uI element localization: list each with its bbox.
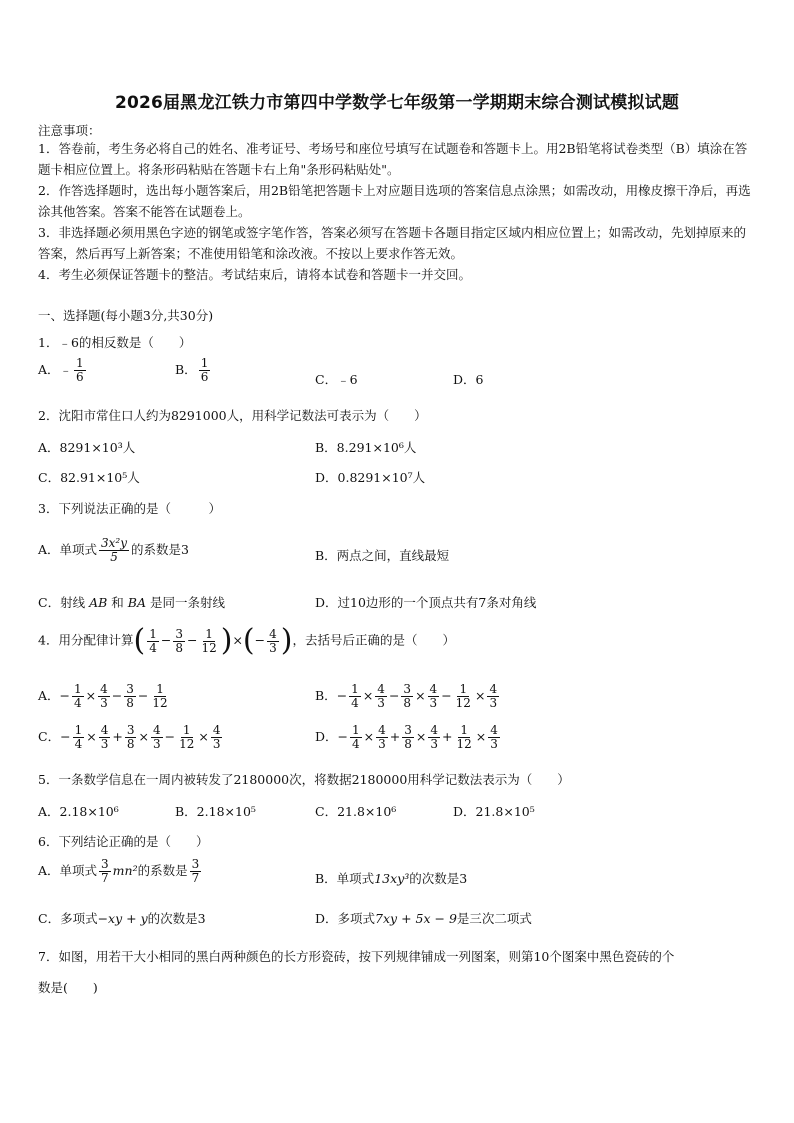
q1-b-num: 1	[200, 356, 209, 370]
q6-c-pre: C．多项式	[38, 911, 98, 926]
q4-d-d4: 3	[430, 737, 439, 751]
notice-item-2: 2．作答选择题时，选出每小题答案后，用2B铅笔把答题卡上对应题目选项的答案信息点涂黑；如需改动，用橡皮擦干净后，再选涂其他答案。答案不能答在试题卷上。	[38, 183, 751, 219]
q7-stem-line-1: 7．如图，用若干大小相同的黑白两种颜色的长方形瓷砖，按下列规律铺成一列图案，则第10个图案中黑色瓷砖的个	[38, 949, 675, 964]
q3-a-pre: A．单项式	[38, 542, 98, 557]
q4-a-n3: 3	[126, 682, 134, 696]
q4-frac-3	[199, 628, 218, 655]
q4-b-d6: 3	[489, 696, 498, 710]
q6-a-pre: A．单项式	[38, 863, 98, 878]
q4-d-d2: 3	[378, 737, 386, 751]
q4-c-d3: 8	[126, 737, 135, 751]
notice-item-3: 3．非选择题必须用黑色字迹的钢笔或签字笔作答，答案必须写在答题卡各题目指定区域内相应位置上；如需改动，先划掉原来的答案，然后再写上新答案；不准使用铅笔和涂改液。不按以上要求作答无效。	[38, 225, 746, 261]
q3-option-a[interactable]	[38, 537, 189, 564]
q3-option-d[interactable]: D．过10边形的一个顶点共有7条对角线	[315, 595, 537, 610]
q6-a-var: mn²	[112, 863, 138, 878]
q4-c-n3: 3	[126, 723, 135, 737]
q3-option-b[interactable]: B．两点之间，直线最短	[315, 548, 450, 563]
q4-d-frac	[455, 724, 474, 751]
q4-c-d6: 3	[212, 737, 221, 751]
q4-b-n2: 4	[377, 682, 385, 696]
q1-a-num: 1	[76, 356, 84, 370]
q4-a-label: A．	[38, 688, 60, 703]
q6-a-num: 3	[101, 857, 109, 871]
q4-d-d1: 4	[352, 737, 360, 751]
q4-f4-den: 3	[269, 640, 277, 655]
q4-a-d1: 4	[74, 696, 82, 710]
q4-c-frac	[99, 724, 111, 751]
q1-option-a[interactable]	[38, 357, 88, 384]
q4-d-d6: 3	[490, 737, 498, 751]
q6-option-a[interactable]	[38, 858, 203, 885]
q4-b-d5: 12	[455, 696, 471, 710]
q4-f4-num: 4	[269, 626, 277, 641]
q3-c-mid: 和	[111, 595, 124, 610]
q4-d-n6: 4	[490, 723, 498, 737]
q4-a-d2: 3	[100, 696, 108, 710]
q6-d-expr: 7xy + 5x − 9	[375, 911, 457, 926]
q2-option-c[interactable]: C．82.91×10⁵人	[38, 470, 140, 485]
q4-c-frac	[73, 724, 85, 751]
q4-close-paren-icon: )	[220, 623, 233, 658]
q5-option-d[interactable]: D．21.8×10⁵	[453, 804, 535, 819]
q5-stem: 5．一条数学信息在一周内被转发了2180000次，将数据2180000用科学记数法表示为（ ）	[38, 772, 570, 787]
q4-d-frac	[350, 724, 362, 751]
q4-a-frac	[124, 683, 136, 710]
q4-a-n1: 1	[74, 682, 82, 696]
q6-a-rden: 7	[191, 871, 200, 885]
q3-a-fraction	[99, 537, 129, 564]
q1-option-c[interactable]: C．﹣6	[315, 372, 358, 387]
q1-option-d[interactable]: D．6	[453, 372, 484, 387]
q3-c-ray-ab: AB	[89, 595, 108, 610]
q3-option-c[interactable]	[38, 593, 225, 611]
q4-c-d5: 12	[179, 737, 195, 751]
q4-b-frac	[375, 683, 387, 710]
q4-stem-post: ，去括号后正确的是（ ）	[292, 632, 455, 648]
q4-c-d2: 3	[100, 737, 109, 751]
q3-a-num: 3x²y	[101, 536, 128, 550]
q4-d-n3: 3	[404, 723, 412, 737]
q4-frac-2	[173, 628, 185, 655]
q4-c-frac	[151, 724, 163, 751]
q4-d-n2: 4	[378, 723, 386, 737]
q4-f3-den: 12	[201, 640, 217, 655]
q7-stem-line-2: 数是( )	[38, 980, 98, 995]
q4-a-frac	[72, 683, 84, 710]
notice-item-4: 4．考生必须保证答题卡的整洁。考试结束后，请将本试卷和答题卡一并交回。	[38, 267, 471, 282]
q4-b-n6: 4	[489, 682, 498, 696]
q2-stem: 2．沈阳市常住口人约为8291000人，用科学记数法可表示为（ ）	[38, 408, 427, 423]
q4-frac-1	[147, 628, 159, 655]
q4-d-frac	[376, 724, 388, 751]
q4-close-paren-2-icon: )	[280, 623, 293, 658]
q4-a-n4: 1	[156, 682, 164, 696]
section-heading: 一、选择题(每小题3分,共30分)	[38, 308, 214, 323]
q4-b-frac	[487, 683, 499, 710]
q4-b-d2: 3	[377, 696, 385, 710]
q4-d-n4: 4	[430, 723, 439, 737]
q6-b-pre: B．单项式	[315, 871, 375, 886]
q6-c-expr: −xy + y	[97, 911, 148, 926]
q3-c-pre: C．射线	[38, 595, 86, 610]
q6-a-rnum: 3	[191, 857, 200, 871]
q4-frac-4	[267, 628, 279, 655]
q4-b-n5: 1	[459, 682, 468, 696]
q4-c-n1: 1	[74, 723, 83, 737]
q3-stem: 3．下列说法正确的是（ ）	[38, 501, 221, 516]
q4-option-c[interactable]: C．− $\frac{1}{4}$ × $\frac{4}{3}$ + $\frac{3}{8}$ × $\frac{4}{3}$ − $\frac{1}{12}$ × $\frac{4}{3}$	[38, 723, 221, 751]
q4-a-frac	[98, 683, 110, 710]
q4-d-n1: 1	[352, 723, 360, 737]
q4-c-n5: 1	[182, 723, 191, 737]
q1-a-den: 6	[76, 370, 84, 384]
q4-a-d3: 8	[126, 696, 134, 710]
q6-d-post: 是三次二项式	[456, 911, 532, 926]
q4-option-d[interactable]: D．− $\frac{1}{4}$ × $\frac{4}{3}$ + $\frac{3}{8}$ × $\frac{4}{3}$ + $\frac{1}{12}$ × $\frac{4}{3}$	[315, 723, 498, 751]
q4-b-frac	[349, 683, 361, 710]
q4-f3-num: 1	[205, 626, 213, 641]
q2-option-a[interactable]: A．8291×10³人	[38, 440, 136, 455]
q4-d-label: D．	[315, 729, 338, 744]
q4-b-n3: 3	[403, 682, 412, 696]
notice-heading: 注意事项：	[38, 123, 101, 138]
q6-c-post: 的次数是3	[147, 911, 206, 926]
q4-a-n2: 4	[100, 682, 108, 696]
q4-b-d3: 8	[403, 696, 412, 710]
q6-option-c[interactable]	[38, 909, 206, 927]
q6-b-expr: 13xy³	[374, 871, 410, 886]
q6-a-coef	[99, 858, 111, 885]
q4-f2-den: 8	[175, 640, 183, 655]
q1-option-b[interactable]	[175, 357, 212, 384]
q1-b-fraction	[199, 357, 211, 384]
q4-f1-num: 1	[149, 626, 157, 641]
q2-option-b[interactable]: B．8.291×10⁶人	[315, 440, 417, 455]
q4-c-n6: 4	[212, 723, 221, 737]
q4-b-frac	[454, 683, 473, 710]
q4-open-paren-2-icon: (	[242, 623, 255, 658]
q4-b-label: B．	[315, 688, 337, 703]
q6-a-mid: 的系数是	[137, 863, 188, 878]
q3-a-post: 的系数是3	[131, 542, 189, 557]
q3-a-den: 5	[110, 550, 118, 564]
notice-item-1: 1．答卷前，考生务必将自己的姓名、准考证号、考场号和座位号填写在试题卷和答题卡上。用2B铅笔将试卷类型（B）填涂在答题卡相应位置上。将条形码粘贴在答题卡右上角"条形码粘贴处"。	[38, 141, 748, 177]
q6-option-b[interactable]	[315, 869, 467, 887]
q4-f1-den: 4	[149, 640, 157, 655]
q5-option-c[interactable]: C．21.8×10⁶	[315, 804, 397, 819]
q4-b-frac	[428, 683, 440, 710]
q1-stem: 1．﹣6的相反数是（ ）	[38, 335, 192, 350]
q4-c-frac	[211, 724, 223, 751]
q6-stem: 6．下列结论正确的是（ ）	[38, 834, 209, 849]
q1-b-label: B．	[175, 362, 197, 377]
q5-option-a[interactable]: A．2.18×10⁶	[38, 804, 119, 819]
q4-c-d1: 4	[74, 737, 83, 751]
q4-stem: 4．用分配律计算( $\frac{1}{4}$ − $\frac{3}{8}$ − $\frac{1}{12}$ )×(− $\frac{4}{3}$ )，去括号后正确的是（ ）	[38, 623, 455, 658]
q4-stem-pre: 4．用分配律计算	[38, 632, 134, 648]
q4-c-frac	[177, 724, 196, 751]
q4-d-frac	[402, 724, 414, 751]
q6-a-den: 7	[101, 871, 109, 885]
q4-b-d4: 3	[429, 696, 438, 710]
q4-open-paren-icon: (	[133, 623, 146, 658]
q4-d-frac	[488, 724, 500, 751]
q3-c-ray-ba: BA	[127, 595, 146, 610]
q4-b-d1: 4	[351, 696, 359, 710]
q4-option-b[interactable]: B．− $\frac{1}{4}$ × $\frac{4}{3}$ − $\frac{3}{8}$ × $\frac{4}{3}$ − $\frac{1}{12}$ × $\frac{4}{3}$	[315, 682, 498, 710]
q4-option-a[interactable]: A．− $\frac{1}{4}$ × $\frac{4}{3}$ − $\frac{3}{8}$ − $\frac{1}{12}$	[38, 682, 168, 710]
q4-c-label: C．	[38, 729, 61, 744]
q6-a-result	[190, 858, 202, 885]
q4-d-frac	[428, 724, 440, 751]
exam-title: 2026届黑龙江铁力市第四中学数学七年级第一学期期末综合测试模拟试题	[114, 93, 680, 113]
q4-a-frac	[150, 683, 169, 710]
q4-d-d3: 8	[404, 737, 412, 751]
q1-a-label: A．﹣	[38, 362, 73, 377]
q5-option-b[interactable]: B．2.18×10⁵	[175, 804, 256, 819]
q4-b-frac	[401, 683, 413, 710]
q1-a-fraction	[74, 357, 86, 384]
q4-d-d5: 12	[456, 737, 472, 751]
q6-b-post: 的次数是3	[409, 871, 468, 886]
q4-c-n4: 4	[152, 723, 161, 737]
q4-a-d4: 12	[152, 696, 168, 710]
q4-c-d4: 3	[152, 737, 161, 751]
q3-c-post: 是同一条射线	[149, 595, 225, 610]
q2-option-d[interactable]: D．0.8291×10⁷人	[315, 470, 426, 485]
q4-f2-num: 3	[175, 626, 183, 641]
q4-c-n2: 4	[100, 723, 109, 737]
q4-b-n4: 4	[429, 682, 438, 696]
q4-c-frac	[125, 724, 137, 751]
q6-option-d[interactable]	[315, 909, 532, 927]
q1-b-den: 6	[200, 370, 209, 384]
q6-d-pre: D．多项式	[315, 911, 376, 926]
q4-b-n1: 1	[351, 682, 359, 696]
q4-d-n5: 1	[460, 723, 468, 737]
